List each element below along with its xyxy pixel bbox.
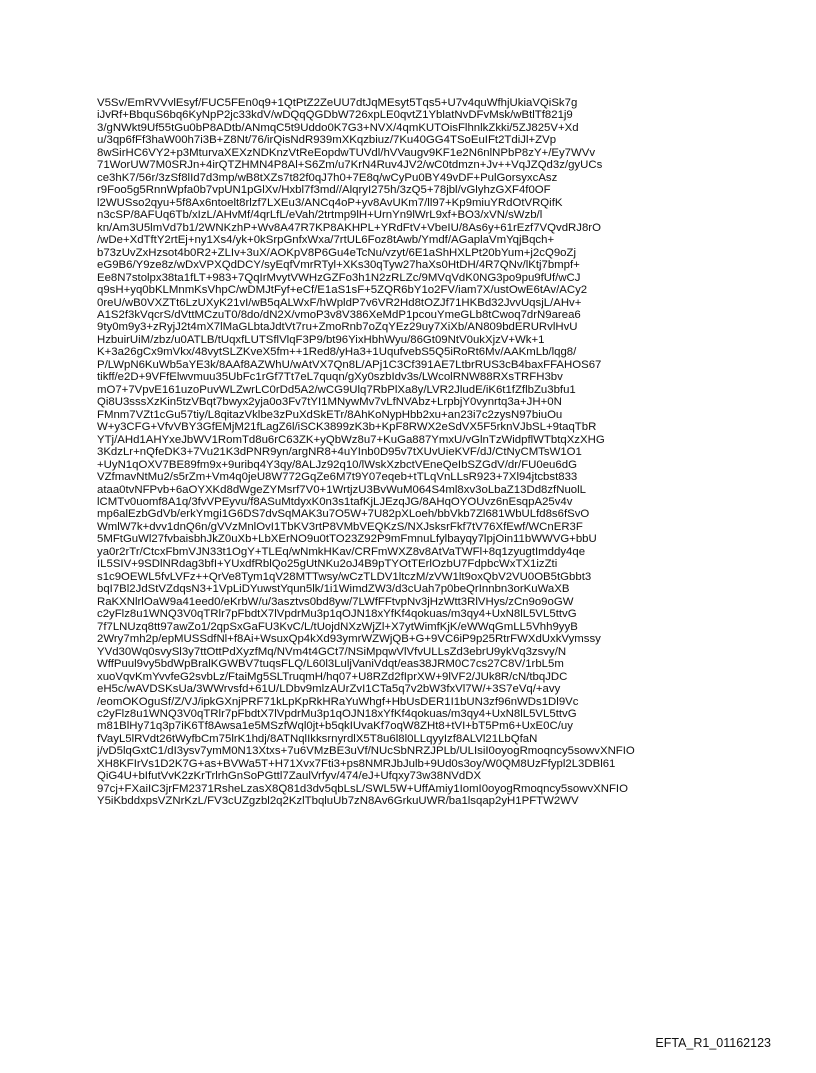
encoded-text-line: c2yFlz8u1WNQ3V0qTRlr7pFbdtX7lVpdrMu3p1qOJN18xYfKf4qokuas/m3qy4+UxN8lL5VL5ttvG bbox=[97, 707, 577, 720]
encoded-text-line: K+3a26gCx9mVkx/48vytSLZKveX5fm++1Red8/yHa3+1UqufvebS5Q5iRoRt6Mv/AAKmLb/lqg8/ bbox=[97, 346, 577, 359]
encoded-text-line: m81BlHy71q3p7iK6Tf8Awsa1e5MSzfWql0jt+b5qkIUvaKf7oqW8ZHt8+tVI+bT5Pm6+UxE0C/uy bbox=[97, 720, 573, 733]
encoded-text-line: b73zUvZxHzsot4b0R2+ZLIv+3uX/AOKpV8P6Gu4eTcNu/vzyt/6E1aShHXLPt20bYum+j2cQ9oZj bbox=[97, 246, 576, 259]
encoded-text-line: u/3qp6fFf3haW00h7i3B+Z8Nt/76/irQisNdR939mXKqzbiuz/7Ku40GG4TSoEuIFt2TdiJl+ZVp bbox=[97, 134, 557, 147]
encoded-text-line: 3KdzLr+nQfeDK3+7Vu21K3dPNR9yn/argNR8+4uYInb0D95v7tXUvUieKVF/dJ/CtNyCMTsW1O1 bbox=[97, 446, 582, 459]
encoded-text-line: HzbuirUiM/zbz/u0ATLB/tUqxfLUTSflVlqF3P9/bt96YixHbhWyu/86Gt09NtV0ukXjzV+Wk+1 bbox=[97, 333, 545, 346]
encoded-text-line: 9ty0m9y3+zRyjJ2t4mX7lMaGLbtaJdtVt7ru+ZmoRnb7oZqYEz29uy7XiXb/AN809bdERURvlHvU bbox=[97, 321, 578, 334]
encoded-text-line: ya0r2rTr/CtcxFbmVJN33t1OgY+TLEq/wNmkHKav/CRFmWXZ8v8AtVaTWFl+8q1zyugtImddy4qe bbox=[97, 545, 586, 558]
encoded-text-line: /wDe+XdTftY2rtEj+ny1Xs4/yk+0kSrpGnfxWxa/7rtUL6Foz8tAwb/Ymdf/AGaplaVmYqjBqch+ bbox=[97, 234, 555, 247]
encoded-text-line: A1S2f3kVqcrS/dVttMCzuT0/8do/dN2X/vmoP3v8V386XeMdP1pcouYmeGLb8tCwoq7drN9area6 bbox=[97, 308, 581, 321]
encoded-text-line: IL5SIV+9SDlNRdag3bfI+YUxdfRblQo25gUtNKu2oJ4B9pTYOtTErlOzbU7FdpbcWxTX1izZti bbox=[97, 558, 558, 571]
encoded-text-line: RaKXNlrlOaW9a41eed0/eKrbW/u/3asztvs0bd8yw/7LWfFFtvpNv3jHzWtt3RlVHys/zCn9o9oGW bbox=[97, 595, 574, 608]
encoded-text-line: Y5iKbddxpsVZNrKzL/FV3cUZgzbl2q2KzlTbqluUb7zN8Av6GrkuUWR/ba1lsqap2yH1PFTW2WV bbox=[97, 795, 579, 808]
encoded-text-line: iJvRf+BbquS6bq6KyNpP2jc33kdV/wDQqQGDbW726xpLE0qvtZ1YblatNvDFvMsk/wBtlTf821j9 bbox=[97, 109, 573, 122]
encoded-text-line: ataa0tvNFPvb+6aOYXKd8dWgeZYMsrf7V0+1WrtjzU3BvWuM064S4ml8xv3oLbaZ13Dd8zfNuolL bbox=[97, 483, 586, 496]
encoded-text-line: Ee8N7stolpx38ta1fLT+983+7QqIrMvytVWHzGZFo3h1N2zRLZc/9MVqVdK0NG3po9pu9fUf/wCJ bbox=[97, 271, 581, 284]
encoded-text-line: 8wSirHC6VY2+p3MturvaXEXzNDKnzVtReEopdwTUVdl/hVVaugv9KF1e2N6nlNPbP8zY+/Ey7WVv bbox=[97, 146, 596, 159]
encoded-text-line: 71WorUW7M0SRJn+4irQTZHMN4P8Al+S6Zm/u7KrN4Ruv4JV2/wC0tdmzn+Jv++VqJZQd3z/gyUCs bbox=[97, 159, 603, 172]
encoded-text-line: 3/gNWkt9Uf55tGu0bP8ADtb/ANmqC5t9Uddo0K7G3+NVX/4qmKUTOisFlhnlkZkki/5ZJ825V+Xd bbox=[97, 121, 579, 134]
encoded-text-line: 7f7LNUzq8tt97awZo1/2qpSxGaFU3KvC/L/tUojdNXzWjZl+X7ytWimfKjK/eWWqGmLL5Vhh9yyB bbox=[97, 620, 578, 633]
encoded-text-line: xuoVqvKmYvvfeG2svbLz/FtaiMg5SLTruqmH/hq07+U8RZd2fIprXW+9lVF2/JUk8R/cN/tbqJDC bbox=[97, 670, 568, 683]
encoded-text-line: +UyN1qOXV7BE89fm9x+9uribq4Y3qy/8ALJz92q10/lWskXzbctVEneQeIbSZGdV/dr/FU0eu6dG bbox=[97, 458, 577, 471]
encoded-text-line: 97cj+FXaiIC3jrFM2371RsheLzasX8Q81d3dv5qbLsL/SWL5W+UffAmiy1IomI0oyogRmoqncy5sowvXNFIO bbox=[97, 782, 628, 795]
encoded-text-line: kn/Am3U5lmVd7b1/2WNKzhP+Wv8A47R7KP8AKHPL+YRdFtV+VbeIU/8As6y+61rEzf7VQvdRJ8rO bbox=[97, 221, 601, 234]
encoded-text-line: WffPuul9vy5bdWpBralKGWBV7tuqsFLQ/L60l3LuljVaniVdqt/eas38JRM0C7cs27C8V/1rbL5m bbox=[97, 658, 564, 671]
encoded-text-line: s1c9OEWL5fvLVFz++QrVe8Tym1qV28MTTwsy/wCzTLDV1ltczM/zVW1lt9oxQbV2VU0OB5tGbbt3 bbox=[97, 570, 592, 583]
encoded-text-line: 5MFtGuWl27fvbaisbhJkZ0uXb+LbXErNO9u0tTO23Z92P9mFmnuLfylbayqy7lpjOin11bWWVG+bbU bbox=[97, 533, 597, 546]
encoded-text-line: /eomOKOguSf/Z/VJ/ipkGXnjPRF71kLpKpRkHRaYuWhgf+HbUsDER1I1bUN3zf96nWDs1Dl9Vc bbox=[97, 695, 579, 708]
encoded-text-line: r9Foo5g5RnnWpfa0b7vpUN1pGlXv/Hxbl7f3md//AlqryI275h/3zQ5+78jbl/vGlyhzGXF4f0OF bbox=[97, 184, 551, 197]
encoded-text-line: mO7+7VpvE161uzoPuvWLZwrLC0rDd5A2/wCG9Ulq7RbPlXa8y/LVR2JludE/iK6t1fZflbZu3bfu1 bbox=[97, 383, 576, 396]
encoded-text-line: P/LWpN6KuWb5aYE3k/8AAf8AZWhU/wAtVX7Qn8L/APj1C3Cf391AE7LtbrRUS3cB4baxFFAHOS67 bbox=[97, 358, 602, 371]
encoded-text-line: n3cSP/8AFUq6Tb/xIzL/AHvMf/4qrLfL/eVah/2trtmp9lH+UrnYn9lWrL9xf+BO3/xVN/sWzb/l bbox=[97, 209, 543, 222]
encoded-text-line: q9sH+yq0bKLMnmKsVhpC/wDMJtFyf+eCf/E1aS1sF+5ZQR6bY1o2FV/iam7X/ustOwE6tAv/ACy2 bbox=[97, 284, 588, 297]
encoded-text-line: V5Sv/EmRVVvlEsyf/FUC5FEn0q9+1QtPtZ2ZeUU7dtJqMEsyt5Tqs5+U7v4quWfhjUkiaVQiSk7g bbox=[97, 97, 578, 109]
encoded-text-line: XH8KFIrVs1D2K7G+as+BVWa5T+H71Xvx7Fti3+ps8NMRJbJulb+9Ud0s3oy/W0QM8UzFfypl2L3DBl61 bbox=[97, 757, 616, 770]
encoded-text-line: VZfmavNtMu2/s5rZm+Vm4q0jeU8W772GqZe6M7t9Y07eqeb+tTLqVnLLsR923+7Xl94jtcbst833 bbox=[97, 471, 578, 484]
encoded-text-line: YVd30Wq0svySl3y7ttOttPdXyzfMq/NVm4t4GCt7/NSiMpqwVlVfvULLsZd3ebrU9ykVq3zsvy/N bbox=[97, 645, 567, 658]
encoded-text-line: ce3hK7/56r/3zSf8lId7d3mp/wB8tXZs7t82f0qJ7h0+7E8q/wCyPu0BY49vDF+PulGorsyxcAsz bbox=[97, 171, 558, 184]
encoded-text-line: WmlW7k+dvv1dnQ6n/gVVzMnlOvI1TbKV3rtP8VMbVEQKzS/NXJsksrFkf7tV76XfEwf/WCnER3F bbox=[97, 520, 583, 533]
encoded-text-line: eG9B6/Y9ze8z/wDxVPXQdDCY/syEqfVmrRTyl+XKs30qTyw27haXs0HtDH/4R7QNv/lKtj7bmpf+ bbox=[97, 259, 580, 272]
encoded-text-line: Qi8U3sssXzKin5tzVBqt7bwyx2yja0o3Fv7tYI1MNywMv7vLfNVAbz+LrpbjY0vynrtq3a+JH+0N bbox=[97, 396, 562, 409]
encoded-text-line: fVayL5lRVdt26tWyfbCm75lrK1hdj/8ATNqlIkksrnyrdlX5T8u6l8l0LLqyyIzf8ALVl21LbQfaN bbox=[97, 732, 538, 745]
encoded-text-line: mp6alEzbGdVb/erkYmgi1G6DS7dvSqMAK3u7O5W+7U82pXLoeh/bbVkb7Zl681WbULfd8s6fSvO bbox=[97, 508, 590, 521]
encoded-text-line: 0reU/wB0VXZTt6LzUXyK21vI/wB5qALWxF/hWpldP7v6VR2Hd8tOZJf71HKBd32JvvUqsjL/AHv+ bbox=[97, 296, 582, 309]
encoded-text-line: c2yFlz8u1WNQ3V0qTRlr7pFbdtX7lVpdrMu3p1qOJN18xYfKf4qokuas/m3qy4+UxN8lL5VL5ttvG bbox=[97, 608, 577, 621]
encoded-text-line: eH5c/wAVDSKsUa/3WWrvsfd+61U/LDbv9mlzAUrZvI1CTa5q7v2bW3fxVl7W/+3S7eVq/+avy bbox=[97, 683, 561, 696]
encoded-text-line: lCMTv0uomf8A1q/3fvVPEyvu/f8ASuMtdyxK0n3s1tafKjLJEzqJG/8AHqOYOUvz6nEsqpA25v4v bbox=[97, 496, 573, 508]
encoded-text-line: bqI7Bl2JdStVZdqsN3+1VpLiDYuwstYqun5lk/1i1WimdZW3/d3cUah7p0beQrInnbn3orKuWaXB bbox=[97, 583, 570, 596]
encoded-text-line: YTj/AHd1AHYxeJbWV1RomTd8u6rC63ZK+yQbWz8u7+KuGa887YmxU/vGlnTzWidpflWTbtqXzXHG bbox=[97, 433, 605, 446]
encoded-text-block bbox=[97, 97, 717, 808]
encoded-text-line: W+y3CFG+VfvVBY3GfEMjM21fLagZ6l/iSCK3899zK3b+KpF8RWX2eSdVX5F5rknVJbSL+9taqTbR bbox=[97, 421, 597, 434]
encoded-text-line: tikff/e2D+9VFfElwvmuu35UbFc1rGf7Tt7eL7quqn/gXy0szbIdv3s/LWcolRNW88RXsTRFH3bv bbox=[97, 371, 563, 384]
document-id-label: EFTA_R1_01162123 bbox=[655, 1036, 771, 1050]
encoded-text-line: j/vD5lqGxtC1/dI3ysv7ymM0N13Xtxs+7u6VMzBE3uVf/NUcSbNRZJPLb/ULIsiI0oyogRmoqncy5sowvXNFIO bbox=[97, 745, 635, 758]
encoded-text-line: 2Wry7mh2p/epMUSSdfNl+f8Ai+WsuxQp4kXd93ymrWZWjQB+G+9VC6iP9p25RtrFWXdUxkVymssy bbox=[97, 633, 601, 646]
encoded-text-line: FMnm7VZt1cGu57tiy/L8qitazVklbe3zPuXdSkETr/8AhKoNypHbb2xu+an23i7c2zysN97biuOu bbox=[97, 408, 563, 421]
encoded-text-line: QiG4U+bIfutVvK2zKrTrlrhGnSoPGttl7ZaulVrfyv/474/eJ+Ufqxy73w38NVdDX bbox=[97, 770, 482, 783]
encoded-text-line: l2WUSso2qyu+5f8Ax6ntoelt8rlzf7LXEu3/ANCq4oP+yv8AvUKm7/ll97+Kp9miuYRdOtVRQifK bbox=[97, 196, 563, 209]
